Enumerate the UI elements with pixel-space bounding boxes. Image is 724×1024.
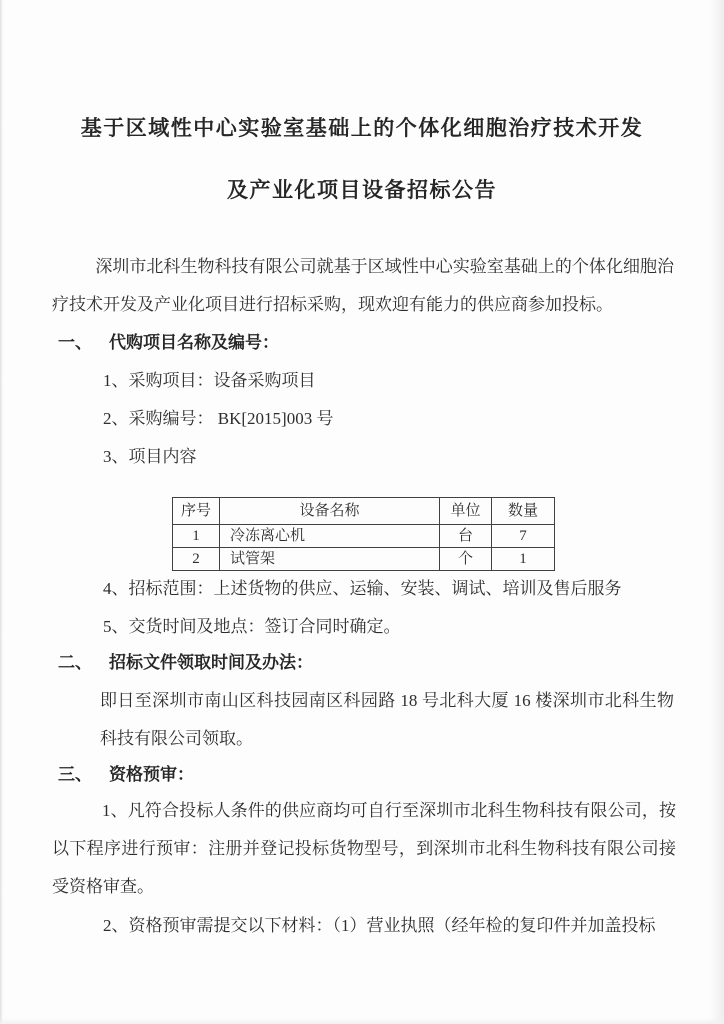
- section-3-heading: [58, 756, 194, 794]
- table-cell-serial: 1: [173, 525, 220, 548]
- table-cell-serial: 2: [173, 548, 220, 571]
- intro-paragraph: 深圳市北科生物科技有限公司就基于区域性中心实验室基础上的个体化细胞治疗技术开发及产业化项目进行招标采购，现欢迎有能力的供应商参加投标。: [52, 257, 674, 314]
- scan-edge-right: [710, 0, 724, 1024]
- equipment-table: [172, 497, 555, 571]
- table-cell-equipment-name: 冷冻离心机: [220, 525, 440, 548]
- section-2-heading-text: 招标文件领取时间及办法：: [109, 653, 313, 672]
- table-header-equipment-name: 设备名称: [220, 498, 440, 525]
- table-cell-unit: 个: [440, 548, 492, 571]
- table-row: [173, 525, 555, 548]
- section-1-heading: [58, 324, 279, 362]
- page-title-line1: 基于区域性中心实验室基础上的个体化细胞治疗技术开发: [80, 116, 644, 140]
- section-3-heading-text: 资格预审：: [109, 765, 194, 784]
- table-header-unit: 单位: [440, 498, 492, 525]
- section-2-heading: [58, 644, 313, 682]
- section-1-number: 一、: [58, 333, 92, 352]
- table-cell-equipment-name: 试管架: [220, 548, 440, 571]
- scan-edge-bottom: [0, 1018, 724, 1024]
- section-3-paragraph-2: 2、资格预审需提交以下材料：（1）营业执照（经年检的复印件并加盖投标: [103, 916, 656, 935]
- table-cell-quantity: 1: [492, 548, 555, 571]
- list-item-delivery: 5、交货时间及地点：签订合同时确定。: [103, 617, 401, 636]
- section-3-number: 三、: [58, 765, 92, 784]
- table-header-quantity: 数量: [492, 498, 555, 525]
- page-title-line2: 及产业化项目设备招标公告: [227, 178, 497, 202]
- list-item-bid-scope: 4、招标范围：上述货物的供应、运输、安装、调试、培训及售后服务: [103, 579, 622, 598]
- list-item-purchase-project: 1、采购项目：设备采购项目: [103, 371, 316, 390]
- list-item-project-content: 3、项目内容: [103, 447, 197, 466]
- list-item-purchase-number: 2、采购编号： BK[2015]003 号: [103, 409, 334, 428]
- section-1-heading-text: 代购项目名称及编号：: [109, 333, 279, 352]
- section-3-paragraph-1: 1、凡符合投标人条件的供应商均可自行至深圳市北科生物科技有限公司，按以下程序进行预审：注册并登记投标货物型号，到深圳市北科生物科技有限公司接受资格审查。: [52, 801, 676, 896]
- table-cell-unit: 台: [440, 525, 492, 548]
- section-2-number: 二、: [58, 653, 92, 672]
- section-2-paragraph: 即日至深圳市南山区科技园南区科园路 18 号北科大厦 16 楼深圳市北科生物科技有限公司领取。: [100, 691, 674, 748]
- table-header-row: [173, 498, 555, 525]
- table-row: [173, 548, 555, 571]
- table-cell-quantity: 7: [492, 525, 555, 548]
- scan-edge-left: [0, 0, 3, 1024]
- table-header-serial: 序号: [173, 498, 220, 525]
